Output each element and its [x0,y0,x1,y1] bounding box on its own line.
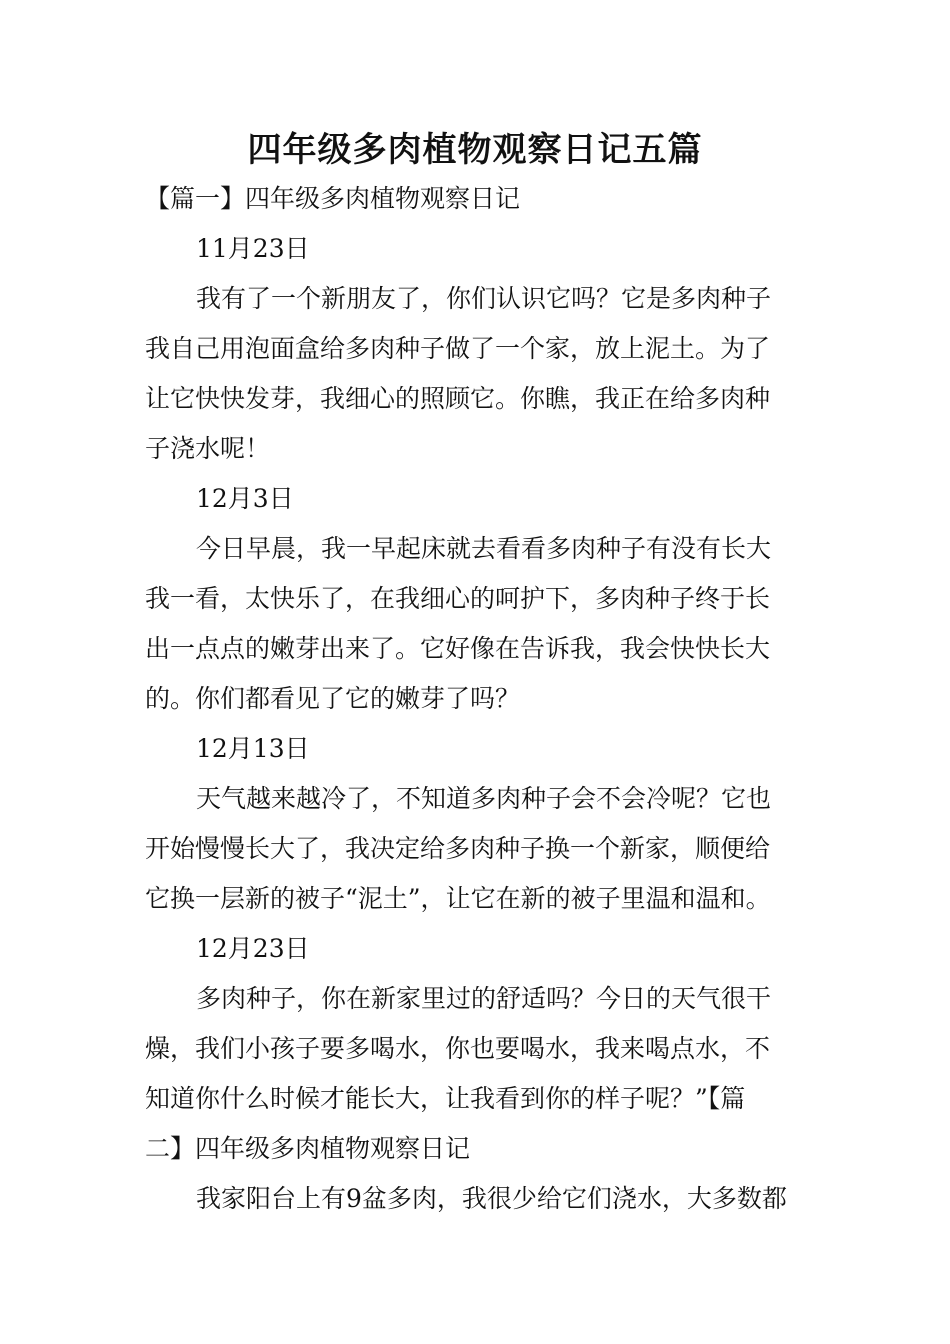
diary-date: 12月3日 [196,484,294,513]
diary-date: 11月23日 [196,234,310,263]
section-heading-2: 二】四年级多肉植物观察日记 [145,1134,471,1163]
paragraph-line: 它换一层新的被子“泥土”，让它在新的被子里温和温和。 [145,884,771,913]
paragraph-line: 让它快快发芽，我细心的照顾它。你瞧，我正在给多肉种 [145,384,771,413]
paragraph-line: 的。你们都看见了它的嫩芽了吗？ [145,684,521,713]
paragraph-line: 今日早晨，我一早起床就去看看多肉种子有没有长大 [196,534,772,563]
paragraph-line: 我一看，太快乐了，在我细心的呵护下，多肉种子终于长 [145,584,771,613]
paragraph-line: 我自己用泡面盒给多肉种子做了一个家，放上泥土。为了 [145,334,771,363]
section-heading-1: 【篇一】四年级多肉植物观察日记 [145,184,521,213]
paragraph-line: 我家阳台上有9盆多肉，我很少给它们浇水，大多数都 [196,1184,787,1213]
document-title: 四年级多肉植物观察日记五篇 [247,130,703,170]
paragraph-line: 子浇水呢！ [145,434,271,463]
diary-date: 12月13日 [196,734,310,763]
paragraph-line: 知道你什么时候才能长大，让我看到你的样子呢？”【篇 [145,1084,746,1113]
paragraph-line: 我有了一个新朋友了，你们认识它吗？它是多肉种子 [196,284,772,313]
diary-date: 12月23日 [196,934,310,963]
paragraph-line: 开始慢慢长大了，我决定给多肉种子换一个新家，顺便给 [145,834,771,863]
paragraph-line: 燥，我们小孩子要多喝水，你也要喝水，我来喝点水，不 [145,1034,771,1063]
paragraph-line: 出一点点的嫩芽出来了。它好像在告诉我，我会快快长大 [145,634,771,663]
paragraph-line: 多肉种子，你在新家里过的舒适吗？今日的天气很干 [196,984,772,1013]
paragraph-line: 天气越来越冷了，不知道多肉种子会不会冷呢？它也 [196,784,772,813]
